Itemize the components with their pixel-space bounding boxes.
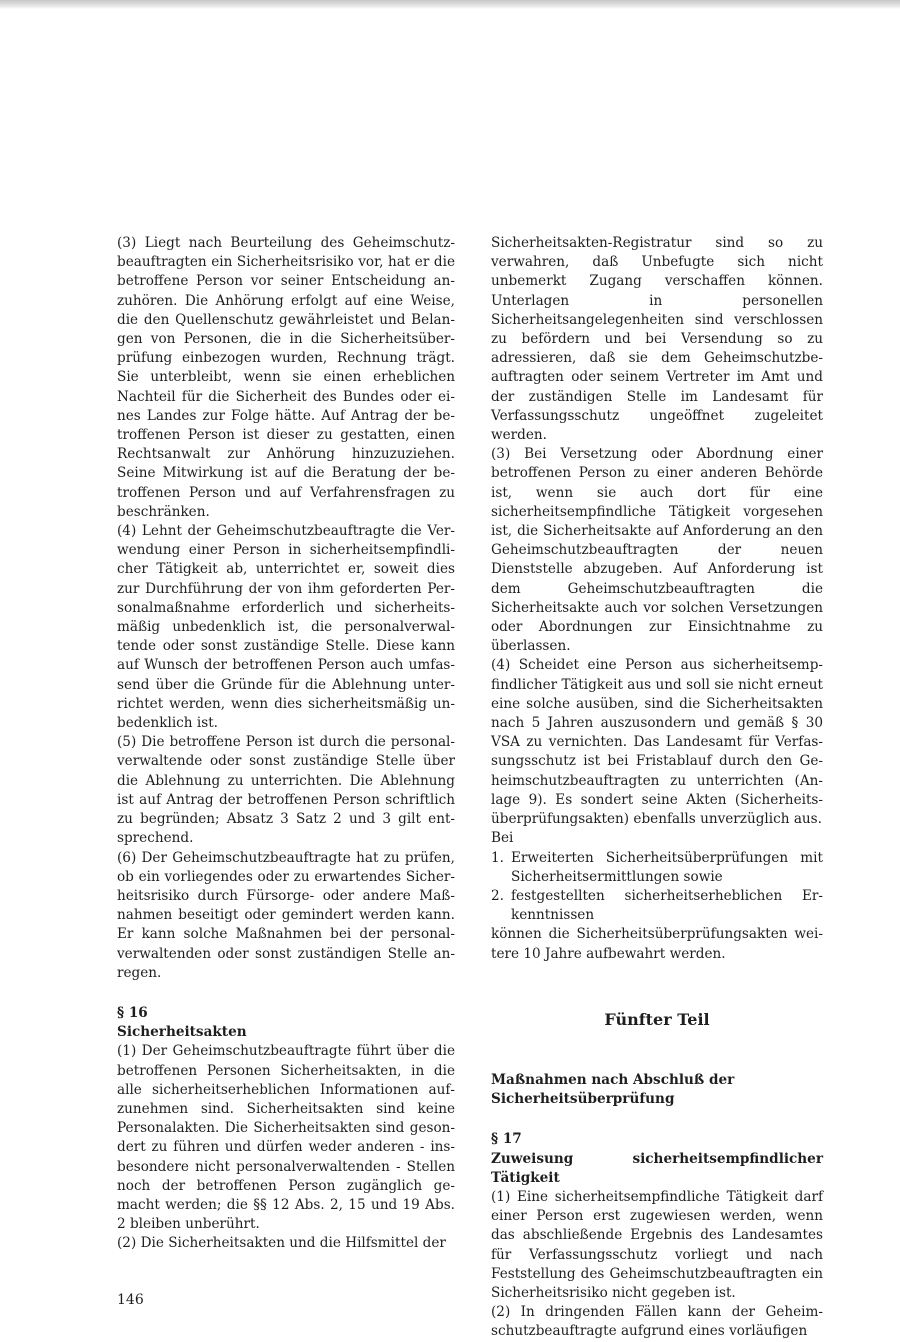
paragraph-15-6: (6) Der Geheimschutzbeauftragte hat zu prüfen, ob ein vorliegendes oder zu erwartendes Sicherheitsrisiko durch Fürsorge- oder andere Maßnahmen beseitigt oder gemindert werden kann. Er kann solche Maßnahmen bei der personalverwaltenden oder sonst zuständigen Stelle anregen. — [117, 849, 455, 981]
retention-list — [491, 849, 823, 926]
left-column — [117, 234, 455, 1254]
paragraph-15-4: (4) Lehnt der Geheimschutzbeauftragte die Verwendung einer Person in sicherheitsempfindlicher Tätigkeit ab, unterrichtet er, soweit dies zur Durchführung der von ihm geforderten Personalmaßnahme erforderlich und sicherheitsmäßig unbedenklich ist, die personalverwaltende oder sonst zuständige Stelle. Diese kann auf Wunsch der betroffenen Person auch umfassend über die Gründe für die Ablehnung unterrichtet werden, wenn dies sicherheitsmäßig unbedenklich ist. — [117, 523, 455, 732]
list-item-number: 2. — [491, 887, 504, 904]
list-outro: können die Sicherheitsüberprüfungsakten weitere 10 Jahre aufbewahrt werden. — [491, 926, 823, 962]
scan-edge-strip — [0, 0, 900, 9]
section-17-title: Zuweisung sicherheitsempfindlicher Tätigkeit — [491, 1150, 823, 1186]
page-number: 146 — [117, 1292, 144, 1308]
right-column — [491, 234, 823, 1342]
section-16-title: Sicherheitsakten — [117, 1024, 247, 1041]
paragraph-16-3: (3) Bei Versetzung oder Abordnung einer betroffenen Person zu einer anderen Behörde ist, wenn sie auch dort für eine sicherheitsempfindliche Tätigkeit vorgesehen ist, die Sicherheitsakte auf Anforderung an den Geheimschutzbeauftragten der neuen Dienststelle abzugeben. Auf Anforderung ist dem Geheimschutzbeauftragten die Sicherheitsakte auch vor solchen Versetzungen oder Abordnungen zur Einsichtnahme zu überlassen. — [491, 446, 823, 655]
paragraph-17-1: (1) Eine sicherheitsempfindliche Tätigkeit darf einer Person erst zugewiesen werden, wenn das abschließende Ergebnis des Landesamtes für Verfassungsschutz vorliegt und nach Feststellung des Geheimschutzbeauftragten ein Sicherheitsrisiko nicht gegeben ist. — [491, 1188, 823, 1301]
paragraph-16-1: (1) Der Geheimschutzbeauftragte führt über die betroffenen Personen Sicherheitsakten, in die alle sicherheitserheblichen Informationen aufzunehmen sind. Sicherheitsakten sind keine Personalakten. Die Sicherheitsakten sind gesondert zu führen und dürfen weder anderen - insbesondere nicht personalverwaltenden - Stellen noch der betroffenen Person zugänglich gemacht werden; die §§ 12 Abs. 2, 15 und 19 Abs. 2 bleiben unberührt. — [117, 1043, 455, 1233]
paragraph-16-2-continued: Sicherheitsakten-Registratur sind so zu verwahren, daß Unbefugte sich nicht unbemerkt Zugang verschaffen können. Unterlagen in personellen Sicherheitsangelegenheiten sind verschlossen zu befördern und bei Versendung so zu adressieren, daß sie dem Geheimschutzbeauftragten oder seinem Vertreter im Amt und der zuständigen Stelle im Landesamt für Verfassungsschutz ungeöffnet zugeleitet werden. — [491, 235, 823, 444]
section-16-number: § 16 — [117, 1004, 148, 1021]
paragraph-16-2-start: (2) Die Sicherheitsakten und die Hilfsmittel der — [117, 1235, 446, 1252]
paragraph-15-5: (5) Die betroffene Person ist durch die personalverwaltende oder sonst zuständige Stelle über die Ablehnung zu unterrichten. Die Ablehnung ist auf Antrag der betroffenen Person schriftlich zu begründen; Absatz 3 Satz 2 und 3 gilt entsprechend. — [117, 734, 455, 847]
list-item — [491, 849, 823, 887]
paragraph-15-3: (3) Liegt nach Beurteilung des Geheimschutzbeauftragten ein Sicherheitsrisiko vor, hat er die betroffene Person vor seiner Entscheidung anzuhören. Die Anhörung erfolgt auf eine Weise, die den Quellenschutz gewährleistet und Belangen von Personen, die in die Sicherheitsüberprüfung einbezogen wurden, Rechnung trägt. Sie unterbleibt, wenn sie einen erheblichen Nachteil für die Sicherheit des Bundes oder eines Landes zur Folge hätte. Auf Antrag der betroffenen Person ist dieser zu gestatten, einen Rechtsanwalt zur Anhörung hinzuzuziehen. Seine Mitwirkung ist auf die Beratung der betroffenen Person und auf Verfahrensfragen zu beschränken. — [117, 235, 455, 520]
list-item-number: 1. — [491, 849, 504, 866]
part-title: Fünfter Teil — [604, 1009, 710, 1029]
paragraph-17-2-start: (2) In dringenden Fällen kann der Geheimschutzbeauftragte aufgrund eines vorläufigen — [491, 1304, 823, 1340]
list-item-text: festgestellten sicherheitserheblichen Erkenntnissen — [511, 887, 823, 924]
list-intro: Bei — [491, 830, 514, 847]
part-heading: Maßnahmen nach Abschluß der Sicherheitsüberprüfung — [491, 1071, 735, 1108]
list-item — [491, 887, 823, 925]
list-item-text: Erweiterten Sicherheitsüberprüfungen mit Sicherheitsermittlungen sowie — [511, 849, 823, 885]
section-17-number: § 17 — [491, 1131, 522, 1148]
paragraph-16-4: (4) Scheidet eine Person aus sicherheitsempfindlicher Tätigkeit aus und soll sie nicht erneut eine solche ausüben, sind die Sicherheitsakten nach 5 Jahren auszusondern und gemäß § 30 VSA zu vernichten. Das Landesamt für Verfassungsschutz ist bei Fristablauf durch den Geheimschutzbeauftragten zu unterrichten (Anlage 9). Es sondert seine Akten (Sicherheitsüberprüfungsakten) ebenfalls unverzüglich aus. — [491, 657, 823, 828]
